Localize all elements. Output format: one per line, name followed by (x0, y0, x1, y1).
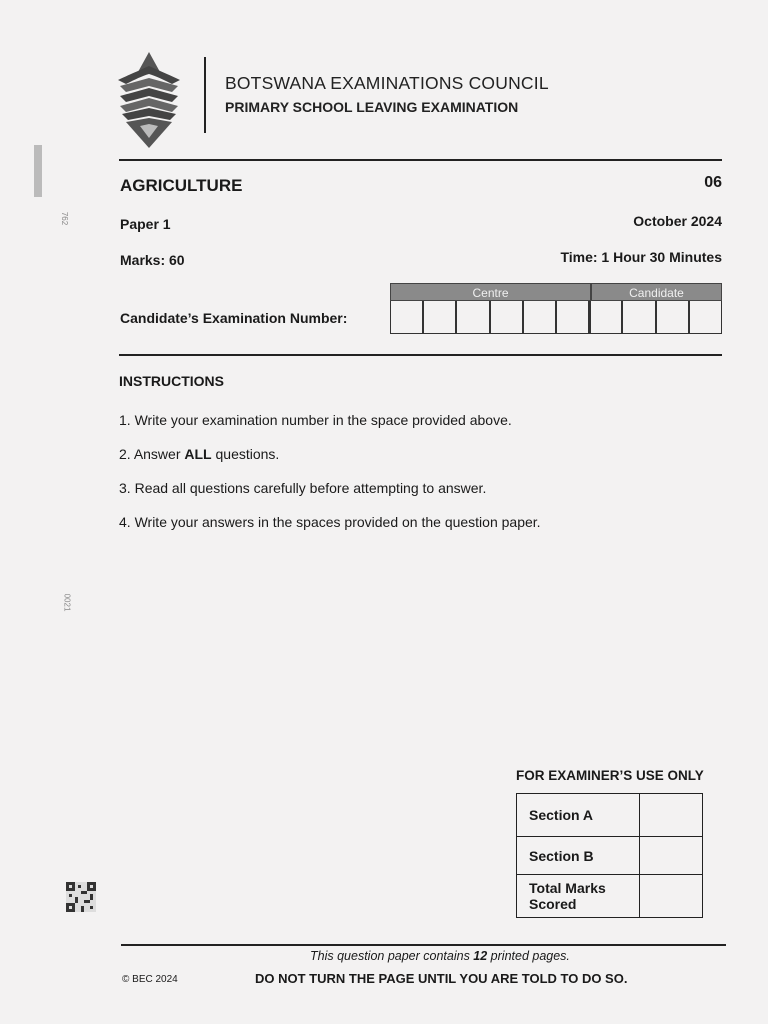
grid-header (390, 283, 722, 301)
bec-logo-icon (114, 50, 184, 150)
instruction-item (119, 514, 541, 530)
table-row (517, 794, 703, 837)
divider (119, 159, 722, 161)
centre-digit-box[interactable] (556, 301, 589, 334)
centre-digit-box[interactable] (423, 301, 456, 334)
exam-date: October 2024 (633, 213, 722, 229)
table-row (517, 837, 703, 875)
grid-cells (390, 301, 722, 334)
total-marks: Marks: 60 (120, 252, 185, 268)
instruction-text: Write your examination number in the space provided above. (134, 412, 512, 428)
section-score-cell[interactable] (640, 875, 703, 918)
page-count-text: printed pages. (487, 949, 570, 963)
candidate-digit-box[interactable] (656, 301, 689, 334)
candidate-digit-box[interactable] (589, 301, 622, 334)
instruction-number: 2. (119, 446, 131, 462)
paper-number: Paper 1 (120, 216, 171, 232)
exam-number-grid (390, 283, 722, 334)
centre-digit-box[interactable] (390, 301, 423, 334)
instruction-number: 4. (119, 514, 131, 530)
subject-code: 06 (704, 174, 722, 191)
instruction-text: Read all questions carefully before attempting to answer. (134, 480, 487, 496)
instruction-number: 3. (119, 480, 131, 496)
page-count-number: 12 (473, 949, 488, 963)
exam-name: PRIMARY SCHOOL LEAVING EXAMINATION (225, 99, 519, 115)
table-row (517, 875, 703, 918)
instructions-title: INSTRUCTIONS (119, 373, 224, 389)
examiner-use-title: FOR EXAMINER’S USE ONLY (516, 768, 704, 783)
instruction-item (119, 412, 512, 428)
instruction-item (119, 446, 279, 462)
candidate-digit-box[interactable] (689, 301, 722, 334)
instruction-item (119, 480, 486, 496)
centre-digit-box[interactable] (456, 301, 489, 334)
instruction-text: Write your answers in the spaces provided on the question paper. (134, 514, 541, 530)
exam-duration: Time: 1 Hour 30 Minutes (560, 249, 722, 265)
instruction-number: 1. (119, 412, 131, 428)
instruction-emphasis: ALL (184, 446, 212, 462)
margin-mark: 762 (60, 211, 70, 226)
copyright: © BEC 2024 (122, 974, 178, 985)
section-label: Section B (517, 837, 640, 875)
subject-title: AGRICULTURE (120, 176, 243, 195)
instruction-text: questions. (211, 446, 280, 462)
instruction-text: Answer (133, 446, 185, 462)
footer-divider (121, 944, 726, 946)
exam-number-label: Candidate’s Examination Number: (120, 310, 348, 326)
section-score-cell[interactable] (640, 794, 703, 837)
margin-mark: 0021 (62, 593, 72, 612)
centre-digit-box[interactable] (523, 301, 556, 334)
page-count-text: This question paper contains (310, 949, 474, 963)
centre-header: Centre (390, 283, 591, 301)
examiner-marks-table (516, 793, 703, 918)
header-divider (204, 57, 206, 133)
page-count-note (310, 949, 570, 963)
divider (119, 354, 722, 356)
qr-code-icon (66, 882, 96, 912)
section-label: Section A (517, 794, 640, 837)
scan-edge-mark (34, 145, 42, 197)
council-name: BOTSWANA EXAMINATIONS COUNCIL (225, 73, 549, 93)
candidate-header: Candidate (591, 283, 722, 301)
centre-digit-box[interactable] (490, 301, 523, 334)
section-label: Total Marks Scored (517, 875, 640, 918)
section-score-cell[interactable] (640, 837, 703, 875)
do-not-turn-warning: DO NOT TURN THE PAGE UNTIL YOU ARE TOLD TO DO SO. (255, 971, 628, 986)
candidate-digit-box[interactable] (622, 301, 655, 334)
